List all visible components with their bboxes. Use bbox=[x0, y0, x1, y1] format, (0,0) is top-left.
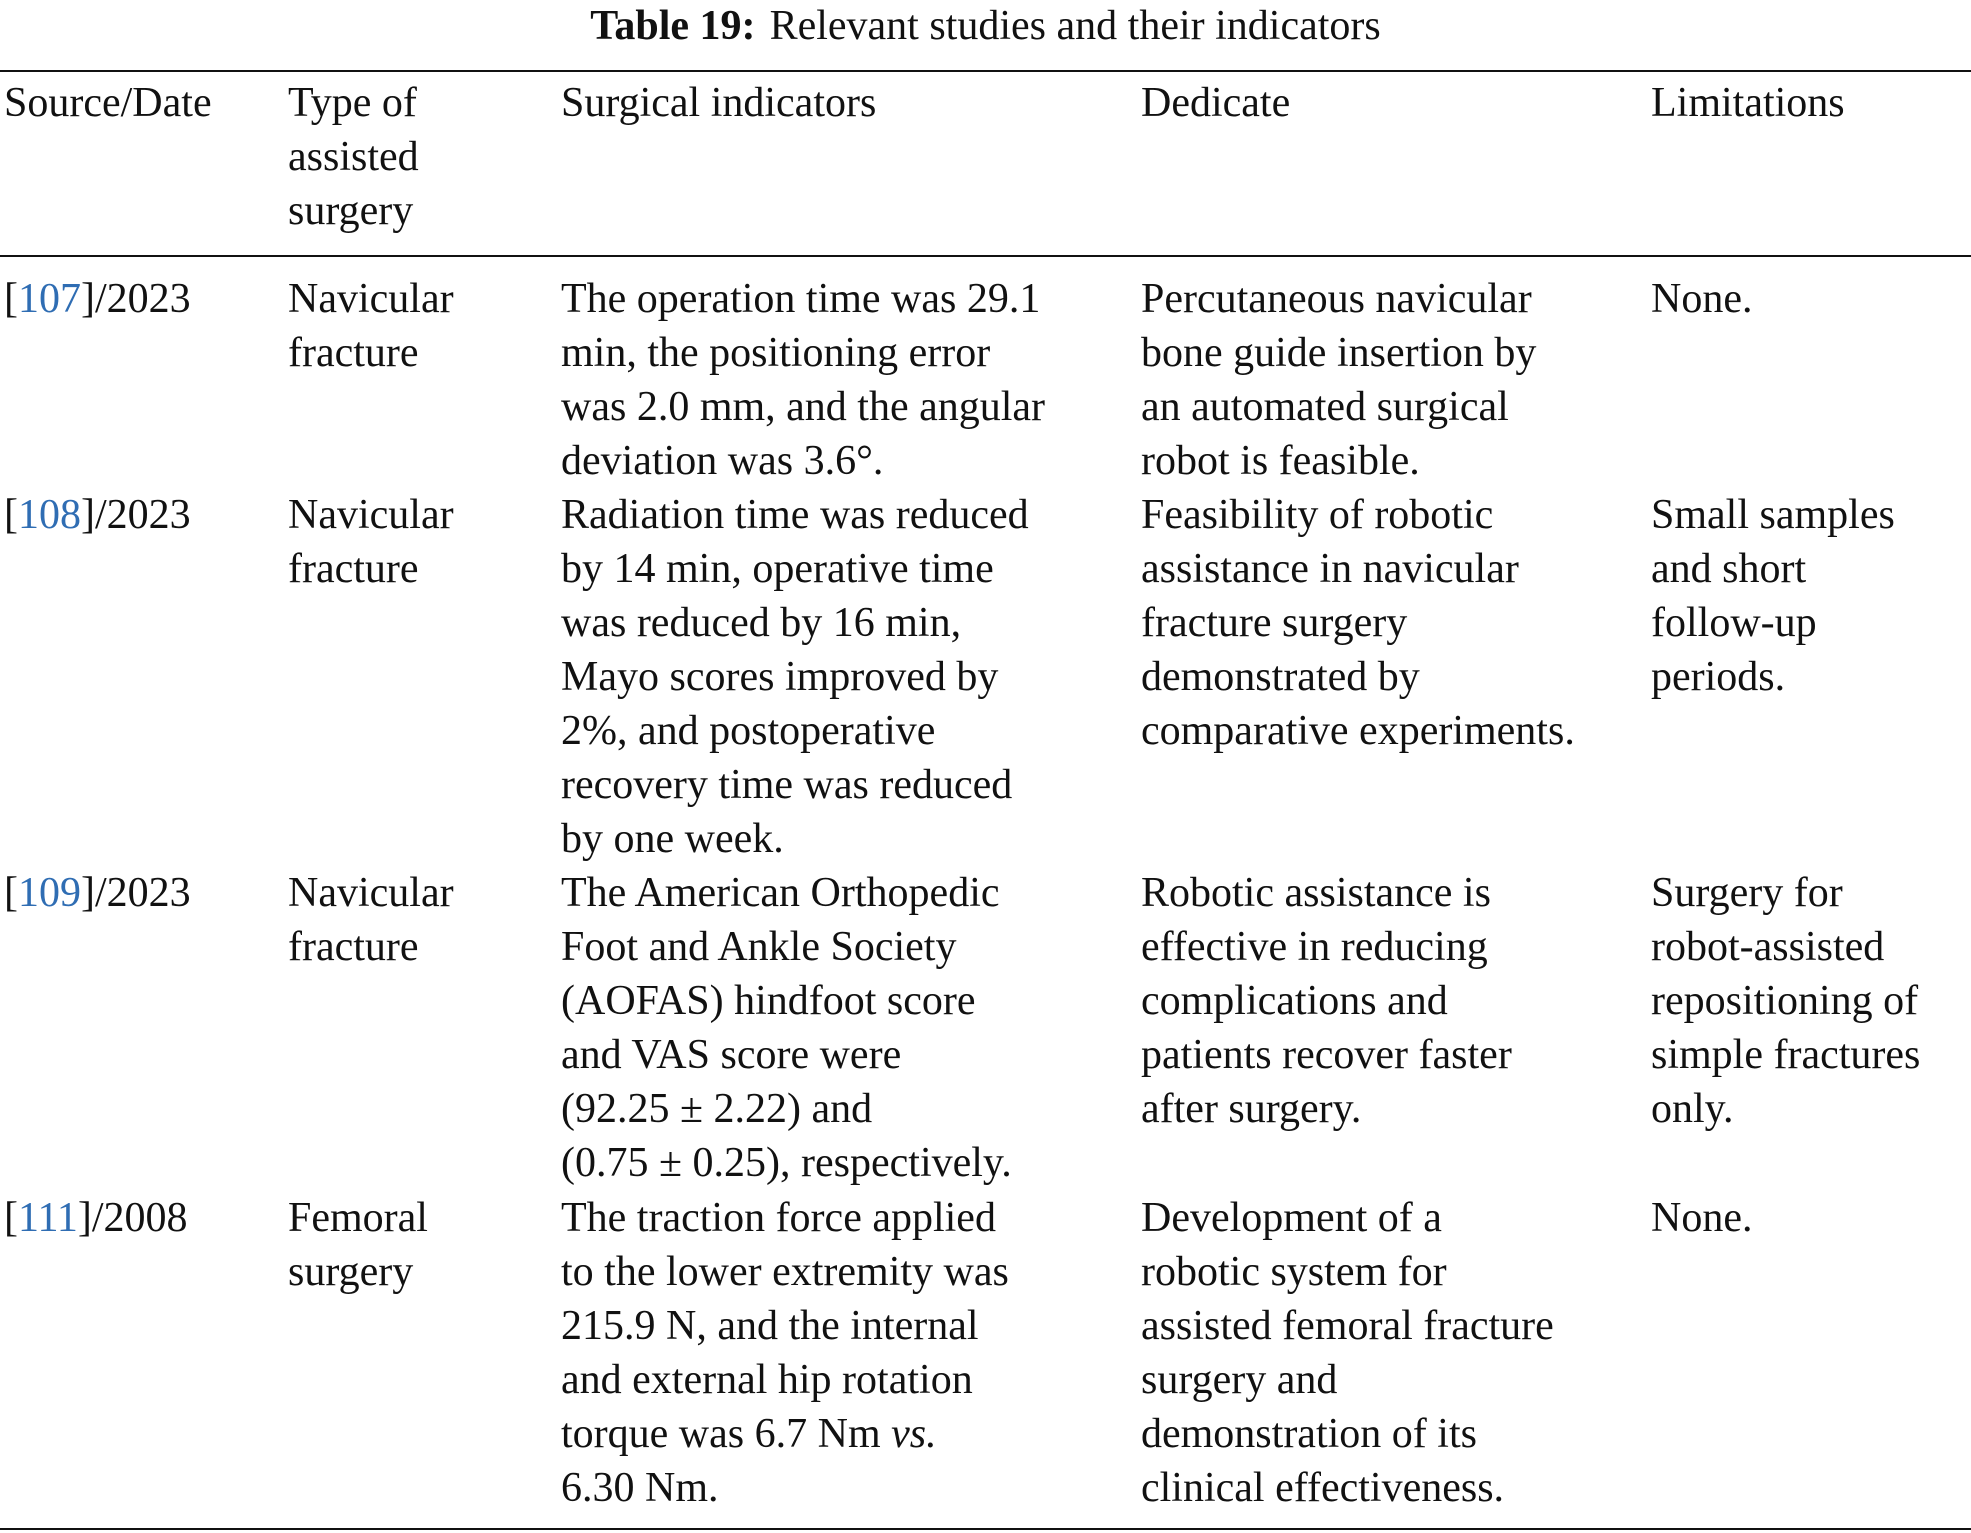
table-row bbox=[0, 1191, 1971, 1511]
table-caption-label: Table 19: bbox=[590, 3, 756, 49]
indicators-cell: The operation time was 29.1 min, the positioning error was 2.0 mm, and the angular deviation was 3.6°. bbox=[561, 276, 1046, 484]
limitations-cell: None. bbox=[1651, 1195, 1753, 1241]
date-text: /2023 bbox=[95, 492, 191, 538]
top-rule bbox=[0, 70, 1971, 72]
table-row bbox=[0, 488, 1971, 866]
table-row bbox=[0, 866, 1971, 1191]
date-text: /2023 bbox=[95, 870, 191, 916]
table-header-row bbox=[0, 76, 1971, 252]
table-body bbox=[0, 272, 1971, 1511]
type-cell: Femoral surgery bbox=[288, 1195, 428, 1295]
type-cell: Navicular fracture bbox=[288, 276, 454, 376]
indicators-cell bbox=[561, 1191, 1121, 1515]
source-date-cell: [108]/2023 bbox=[4, 492, 191, 538]
header-dedicate: Dedicate bbox=[1141, 80, 1291, 126]
dedicate-cell: Percutaneous navicular bone guide insertion by an automated surgical robot is feasible. bbox=[1141, 276, 1537, 484]
indicators-text: The traction force applied to the lower extremity was 215.9 N, and the internal and external hip rotation torque was 6.7 Nm bbox=[561, 1195, 1009, 1457]
source-date-cell: [109]/2023 bbox=[4, 870, 191, 916]
table-row bbox=[0, 272, 1971, 488]
reference-link[interactable]: 108 bbox=[18, 492, 81, 538]
limitations-cell: Small samples and short follow-up periods. bbox=[1651, 492, 1895, 700]
dedicate-cell: Robotic assistance is effective in reducing complications and patients recover faster after surgery. bbox=[1141, 870, 1512, 1132]
type-cell: Navicular fracture bbox=[288, 492, 454, 592]
indicators-text-end: 6.30 Nm. bbox=[561, 1465, 719, 1511]
header-surgical-indicators: Surgical indicators bbox=[561, 80, 877, 126]
dedicate-cell: Feasibility of robotic assistance in navicular fracture surgery demonstrated by comparative experiments. bbox=[1141, 492, 1575, 754]
reference-link[interactable]: 109 bbox=[18, 870, 81, 916]
indicators-cell: The American Orthopedic Foot and Ankle Society (AOFAS) hindfoot score and VAS score were (92.25 ± 2.22) and (0.75 ± 0.25), respectively. bbox=[561, 870, 1012, 1186]
source-date-cell: [111]/2008 bbox=[4, 1195, 188, 1241]
limitations-cell: Surgery for robot-assisted repositioning of simple fractures only. bbox=[1651, 870, 1921, 1132]
bottom-rule bbox=[0, 1528, 1971, 1530]
header-source-date: Source/Date bbox=[4, 80, 212, 126]
date-text: /2023 bbox=[95, 276, 191, 322]
date-text: /2008 bbox=[91, 1195, 188, 1241]
versus-abbreviation: vs. bbox=[891, 1411, 937, 1457]
header-type-of-assisted-surgery: Type of assisted surgery bbox=[288, 80, 419, 234]
table-caption-text: Relevant studies and their indicators bbox=[769, 3, 1381, 49]
dedicate-cell: Development of a robotic system for assisted femoral fracture surgery and demonstration of its clinical effectiveness. bbox=[1141, 1195, 1554, 1511]
limitations-cell: None. bbox=[1651, 276, 1753, 322]
table-caption bbox=[0, 2, 1971, 50]
source-date-cell: [107]/2023 bbox=[4, 276, 191, 322]
header-limitations: Limitations bbox=[1651, 80, 1845, 126]
reference-link[interactable]: 107 bbox=[18, 276, 81, 322]
header-rule bbox=[0, 255, 1971, 257]
indicators-cell: Radiation time was reduced by 14 min, operative time was reduced by 16 min, Mayo scores improved by 2%, and postoperative recovery time was reduced by one week. bbox=[561, 492, 1029, 862]
type-cell: Navicular fracture bbox=[288, 870, 454, 970]
reference-link[interactable]: 111 bbox=[18, 1195, 78, 1241]
